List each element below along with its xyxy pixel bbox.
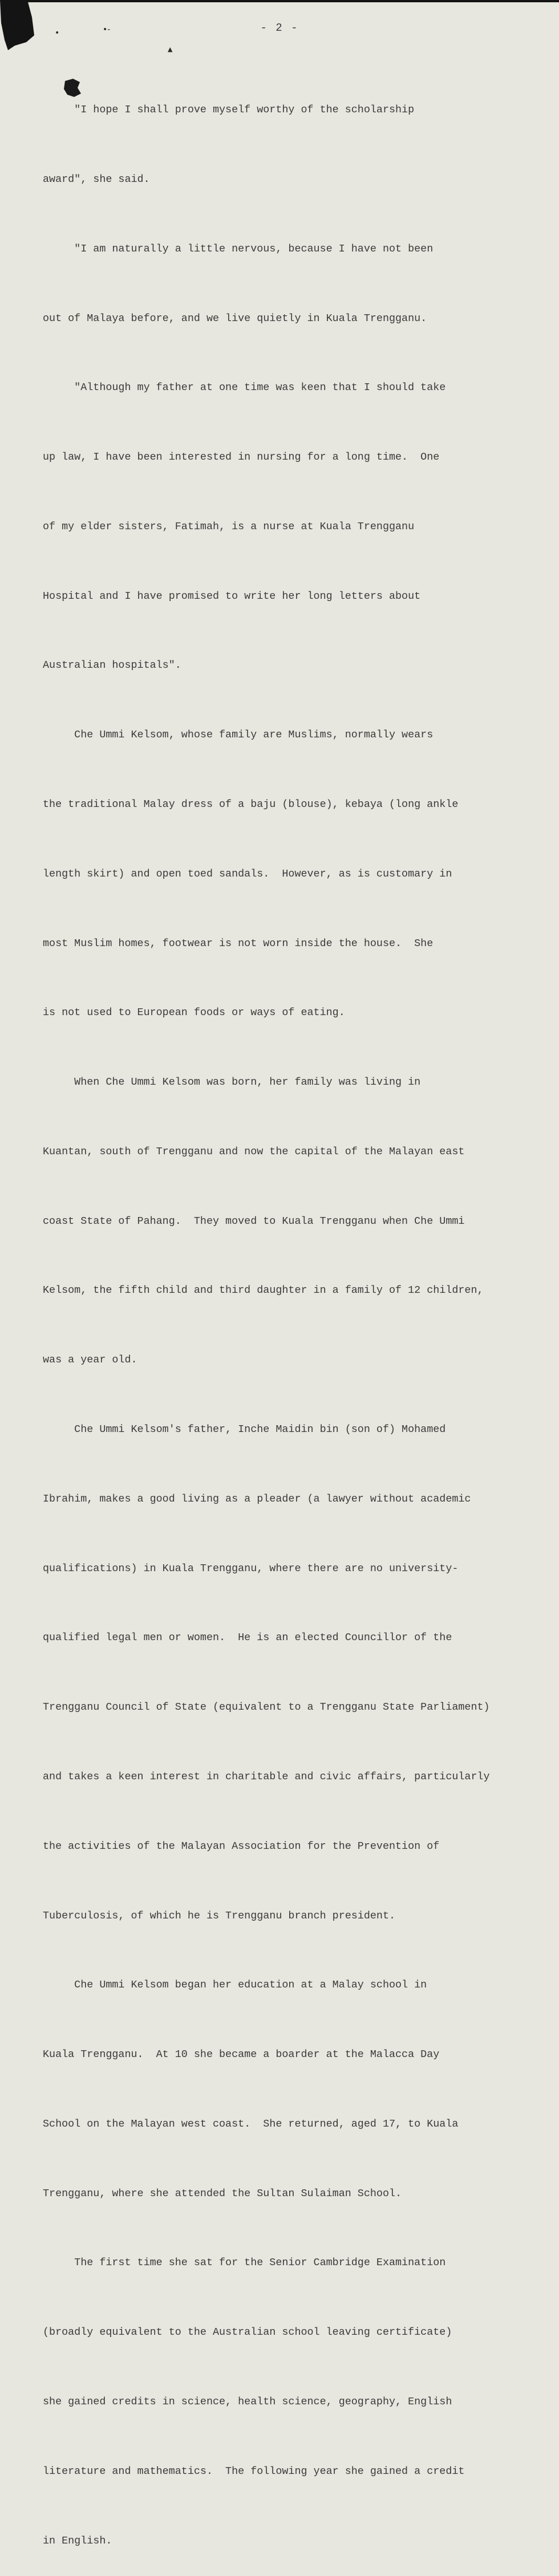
text-line: is not used to European foods or ways of eating. [43,1007,345,1019]
text-line: Hospital and I have promised to write her long letters about [43,590,421,602]
text-line: "I hope I shall prove myself worthy of the scholarship [43,104,415,116]
typed-body-text [43,52,545,2576]
text-line: School on the Malayan west coast. She returned, aged 17, to Kuala [43,2117,459,2130]
text-line: When Che Ummi Kelsom was born, her family was living in [43,1076,421,1089]
text-line: out of Malaya before, and we live quietly in Kuala Trengganu. [43,312,427,324]
text-line: (broadly equivalent to the Australian school leaving certificate) [43,2326,452,2339]
stray-arrow-mark: ▲ [168,46,173,53]
text-line: qualifications) in Kuala Trengganu, where there are no university- [43,1562,459,1575]
text-line: length skirt) and open toed sandals. However, as is customary in [43,867,452,880]
text-line: Che Ummi Kelsom began her education at a Malay school in [43,1979,427,1991]
text-line: of my elder sisters, Fatimah, is a nurse at Kuala Trengganu [43,520,415,533]
text-line: Ibrahim, makes a good living as a pleader (a lawyer without academic [43,1492,471,1505]
text-line: Che Ummi Kelsom's father, Inche Maidin bin (son of) Mohamed [43,1423,446,1436]
text-line: literature and mathematics. The following year she gained a credit [43,2465,465,2477]
text-line: award", she said. [43,173,150,185]
text-line: The first time she sat for the Senior Cambridge Examination [43,2257,446,2269]
text-line: "Although my father at one time was keen that I should take [43,382,446,394]
text-line: in English. [43,2534,112,2547]
text-line: up law, I have been interested in nursing for a long time. One [43,451,440,464]
text-line: the traditional Malay dress of a baju (blouse), kebaya (long ankle [43,798,459,810]
text-line: she gained credits in science, health science, geography, English [43,2395,452,2408]
stray-dash-mark: •‑ [103,25,111,34]
text-line: Tuberculosis, of which he is Trengganu branch president. [43,1909,396,1922]
top-edge-rule [13,0,559,2]
text-line: most Muslim homes, footwear is not worn inside the house. She [43,937,434,950]
text-line: was a year old. [43,1354,137,1366]
text-line: coast State of Pahang. They moved to Kuala Trengganu when Che Ummi [43,1215,465,1227]
text-line: Kelsom, the fifth child and third daughter in a family of 12 children, [43,1284,484,1297]
text-line: Kuala Trengganu. At 10 she became a boarder at the Malacca Day [43,2048,440,2061]
text-line: Trengganu, where she attended the Sultan Sulaiman School. [43,2187,402,2200]
stray-dot: • [55,29,60,38]
page-number: - 2 - [260,22,299,34]
text-line: Trengganu Council of State (equivalent to a Trengganu State Parliament) [43,1701,490,1714]
text-line: and takes a keen interest in charitable and civic affairs, particularly [43,1770,490,1783]
text-line: Australian hospitals". [43,659,181,672]
text-line: "I am naturally a little nervous, because I have not been [43,242,434,255]
text-line: the activities of the Malayan Association for the Prevention of [43,1840,440,1852]
text-line: Kuantan, south of Trengganu and now the capital of the Malayan east [43,1145,465,1158]
text-line: qualified legal men or women. He is an elected Councillor of the [43,1632,452,1644]
text-line: Che Ummi Kelsom, whose family are Muslims, normally wears [43,729,434,741]
